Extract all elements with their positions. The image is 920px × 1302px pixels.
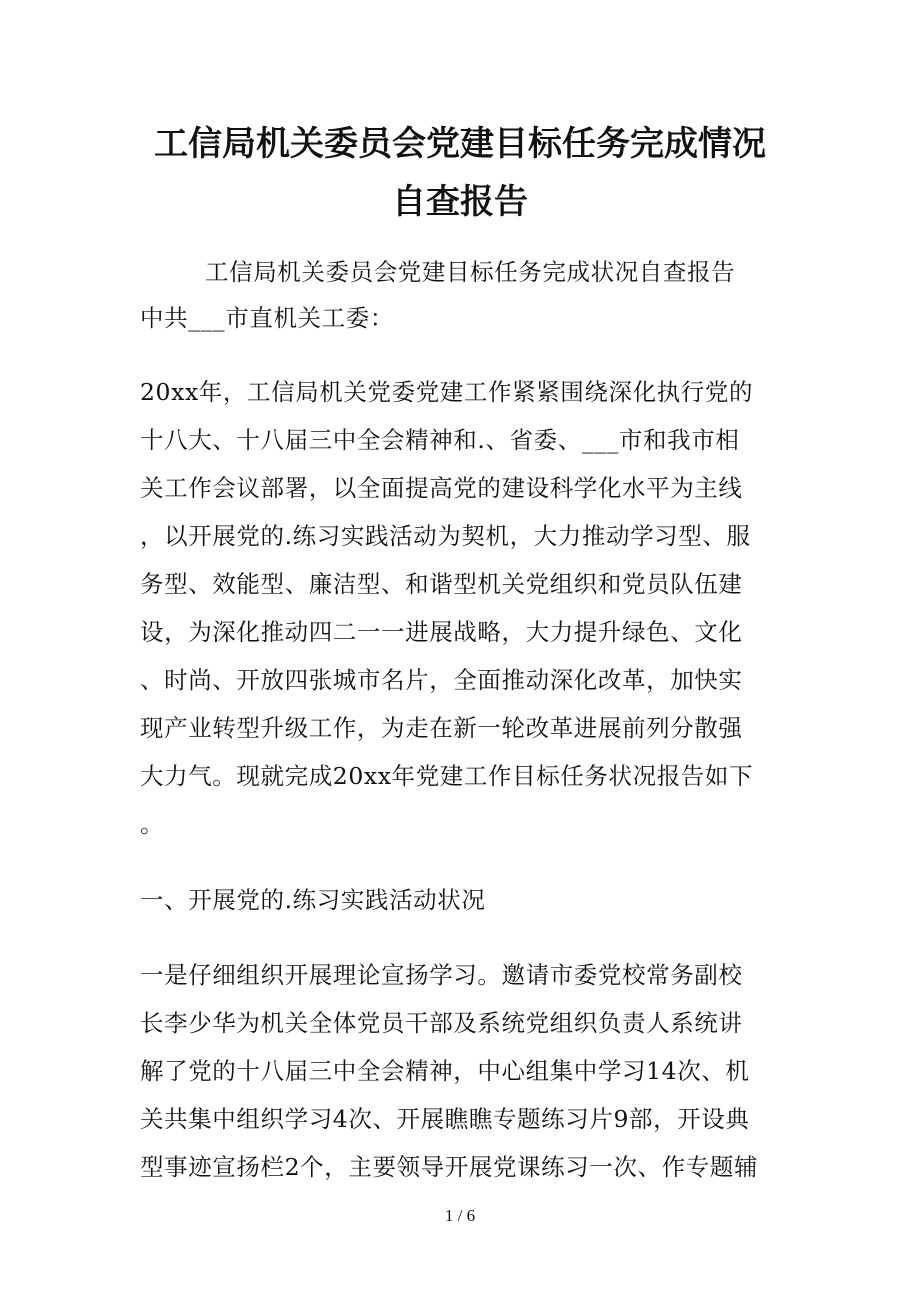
heading-line: 工信局机关委员会党建目标任务完成状况自查报告 [205, 258, 736, 286]
paragraph-1-line: 现产业转型升级工作，为走在新一轮改革进展前列分散强 [140, 714, 743, 742]
salutation: 中共___市直机关工委： [140, 304, 394, 332]
paragraph-2-line: 关共集中组织学习4次、开展瞧瞧专题练习片9部，开设典 [140, 1105, 750, 1133]
paragraph-1-line: ，以开展党的.练习实践活动为契机，大力推动学习型、服 [140, 522, 751, 550]
paragraph-2-line: 长李少华为机关全体党员干部及系统党组织负责人系统讲 [140, 1009, 743, 1037]
paragraph-2-line: 型事迹宣扬栏2个，主要领导开展党课练习一次、作专题辅 [140, 1153, 759, 1181]
paragraph-2-line: 解了党的十八届三中全会精神，中心组集中学习14次、机 [140, 1057, 750, 1085]
paragraph-1-line: 大力气。现就完成20xx年党建工作目标任务状况报告如下 [140, 762, 754, 790]
paragraph-1-line: 关工作会议部署，以全面提高党的建设科学化水平为主线 [140, 474, 743, 502]
document-title-line-1: 工信局机关委员会党建目标任务完成情况 [154, 124, 766, 164]
paragraph-1-line: 务型、效能型、廉洁型、和谐型机关党组织和党员队伍建 [140, 570, 743, 598]
page-number: 1 / 6 [444, 1206, 476, 1225]
section-heading: 一、开展党的.练习实践活动状况 [140, 886, 486, 914]
paragraph-1-line: 设，为深化推动四二一一进展战略，大力提升绿色、文化 [140, 618, 743, 646]
document-title-line-2: 自查报告 [392, 182, 528, 222]
paragraph-2-line: 一是仔细组织开展理论宣扬学习。邀请市委党校常务副校 [140, 961, 743, 989]
paragraph-1-line: 、时尚、开放四张城市名片，全面推动深化改革，加快实 [140, 666, 743, 694]
paragraph-1-line: 20xx年，工信局机关党委党建工作紧紧围绕深化执行党的 [140, 378, 754, 406]
paragraph-1-line: 。 [140, 810, 165, 838]
paragraph-1-line: 十八大、十八届三中全会精神和.、省委、___市和我市相 [140, 426, 740, 454]
